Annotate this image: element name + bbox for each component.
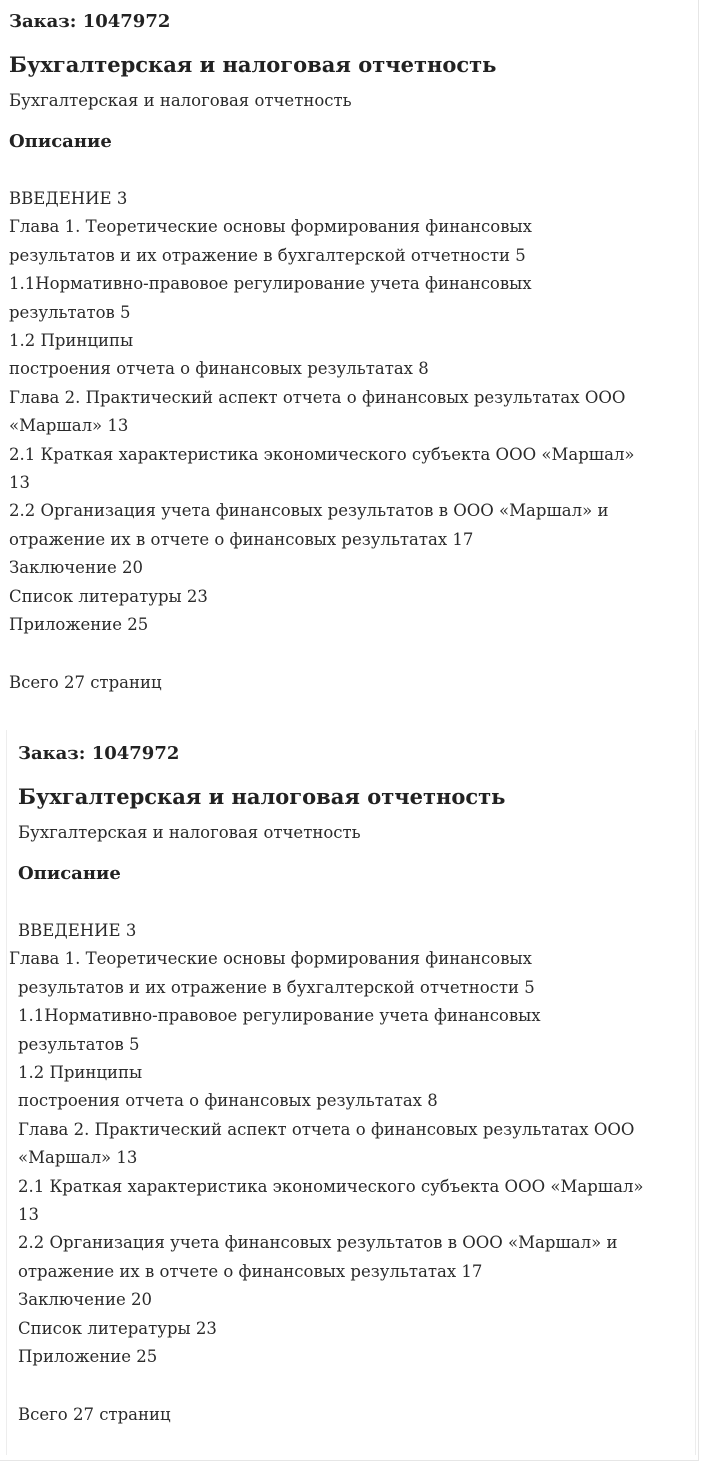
toc-line: 2.2 Организация учета финансовых результатов в ООО «Маршал» и bbox=[9, 501, 609, 521]
toc-line: результатов и их отражение в бухгалтерской отчетности 5 bbox=[18, 977, 535, 997]
page-count: Всего 27 страниц bbox=[18, 1404, 171, 1424]
toc-line: 1.2 Принципы bbox=[9, 331, 134, 351]
toc-line: «Маршал» 13 bbox=[9, 416, 129, 436]
description-heading: Описание bbox=[9, 131, 112, 152]
toc-line: Заключение 20 bbox=[18, 1290, 152, 1310]
toc-line: ВВЕДЕНИЕ 3 bbox=[9, 189, 128, 208]
order-number: Заказ: 1047972 bbox=[9, 11, 171, 32]
toc-line: Глава 2. Практический аспект отчета о финансовых результатах ООО bbox=[18, 1119, 635, 1139]
order-number: Заказ: 1047972 bbox=[18, 743, 180, 764]
toc-line: Приложение 25 bbox=[9, 615, 149, 635]
toc-line: результатов 5 bbox=[18, 1034, 140, 1054]
toc-line: построения отчета о финансовых результатах 8 bbox=[18, 1091, 438, 1111]
description-heading: Описание bbox=[18, 863, 121, 884]
toc-line: отражение их в отчете о финансовых результатах 17 bbox=[9, 529, 474, 549]
card-subtitle: Бухгалтерская и налоговая отчетность bbox=[18, 823, 361, 842]
card-subtitle: Бухгалтерская и налоговая отчетность bbox=[9, 91, 352, 110]
toc-line: Глава 2. Практический аспект отчета о финансовых результатах ООО bbox=[9, 387, 626, 407]
toc-line: 2.2 Организация учета финансовых результатов в ООО «Маршал» и bbox=[18, 1233, 618, 1253]
toc-line: 1.1Нормативно-правовое регулирование учета финансовых bbox=[18, 1006, 541, 1026]
card-title[interactable]: Бухгалтерская и налоговая отчетность bbox=[18, 784, 506, 809]
toc-line: 2.1 Краткая характеристика экономического субъекта ООО «Маршал» bbox=[18, 1176, 644, 1196]
toc-line: Глава 1. Теоретические основы формирования финансовых bbox=[9, 217, 532, 237]
toc-line: 13 bbox=[18, 1205, 39, 1225]
toc-line: результатов и их отражение в бухгалтерской отчетности 5 bbox=[9, 245, 526, 265]
toc-line: 13 bbox=[9, 473, 30, 493]
toc-line: результатов 5 bbox=[9, 302, 131, 322]
toc-line: Приложение 25 bbox=[18, 1347, 158, 1367]
table-of-contents bbox=[9, 917, 678, 1372]
table-of-contents bbox=[9, 185, 689, 640]
toc-line: построения отчета о финансовых результатах 8 bbox=[9, 359, 429, 379]
toc-line: Заключение 20 bbox=[9, 558, 143, 578]
toc-line: Список литературы 23 bbox=[18, 1318, 217, 1338]
toc-line: 1.2 Принципы bbox=[18, 1063, 143, 1083]
toc-line: 1.1Нормативно-правовое регулирование учета финансовых bbox=[9, 274, 532, 294]
order-card bbox=[9, 740, 688, 1429]
toc-line: 2.1 Краткая характеристика экономического субъекта ООО «Маршал» bbox=[9, 444, 635, 464]
page-count: Всего 27 страниц bbox=[9, 672, 162, 692]
toc-line: «Маршал» 13 bbox=[18, 1148, 138, 1168]
toc-line: ВВЕДЕНИЕ 3 bbox=[18, 921, 137, 940]
order-card bbox=[9, 8, 699, 697]
toc-line: Глава 1. Теоретические основы формирования финансовых bbox=[9, 949, 532, 969]
toc-line: Список литературы 23 bbox=[9, 586, 208, 606]
card-title[interactable]: Бухгалтерская и налоговая отчетность bbox=[9, 52, 497, 77]
toc-line: отражение их в отчете о финансовых результатах 17 bbox=[18, 1261, 483, 1281]
